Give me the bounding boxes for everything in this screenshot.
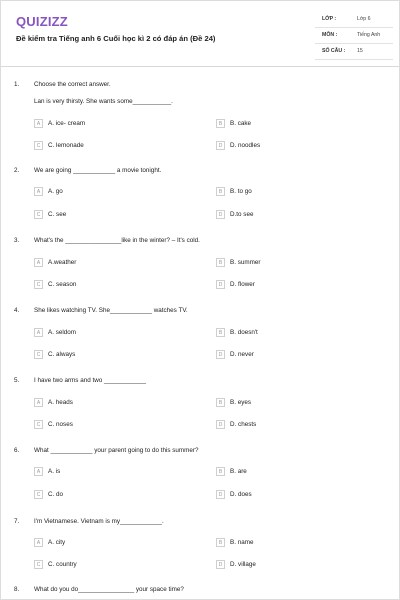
option-letter-box: D [216, 280, 225, 289]
option-letter-box: A [34, 538, 43, 547]
option-text: A.weather [48, 259, 77, 266]
question-text: What's the ________________like in the winter? – It's cold. [34, 237, 200, 244]
option-text: D. noodles [230, 142, 261, 149]
option-letter-box: C [34, 490, 43, 499]
meta-value: Tiếng Anh [357, 32, 381, 38]
option-letter-box: C [34, 210, 43, 219]
option-letter-box: D [216, 490, 225, 499]
option-c[interactable] [34, 349, 75, 360]
option-letter-box: A [34, 467, 43, 476]
option-letter-box: C [34, 350, 43, 359]
question-text: I'm Vietnamese. Vietnam is my____________. [34, 518, 164, 525]
option-letter-box: B [216, 538, 225, 547]
question-text: I have two arms and two ____________ [34, 377, 147, 384]
option-d[interactable] [216, 559, 256, 570]
option-a[interactable] [34, 186, 63, 197]
option-text: C. see [48, 211, 67, 218]
option-letter-box: B [216, 187, 225, 196]
option-b[interactable] [216, 118, 251, 129]
option-b[interactable] [216, 397, 251, 408]
option-text: B. are [230, 468, 247, 475]
option-text: B. cake [230, 120, 251, 127]
option-letter-box: C [34, 560, 43, 569]
option-d[interactable] [216, 489, 252, 500]
option-text: B. summer [230, 259, 261, 266]
question-text: Choose the correct answer. [34, 81, 111, 88]
option-letter-box: A [34, 258, 43, 267]
option-text: D. does [230, 491, 252, 498]
option-text: A. city [48, 539, 66, 546]
option-c[interactable] [34, 489, 63, 500]
question-number: 1. [14, 81, 20, 88]
option-text: A. seldom [48, 329, 76, 336]
option-c[interactable] [34, 209, 66, 220]
option-text: D. village [230, 561, 256, 568]
option-letter-box: A [34, 328, 43, 337]
header-divider [1, 66, 400, 67]
meta-value: Lớp 6 [357, 16, 371, 22]
option-a[interactable] [34, 397, 73, 408]
page-title: Đề kiểm tra Tiếng anh 6 Cuối học kì 2 có đáp án (Đề 24) [16, 34, 216, 43]
option-text: A. ice- cream [48, 120, 86, 127]
question-number: 5. [14, 377, 20, 384]
option-text: A. go [48, 188, 63, 195]
option-d[interactable] [216, 419, 256, 430]
question-text: We are going ____________ a movie tonight. [34, 167, 162, 174]
option-letter-box: D [216, 350, 225, 359]
option-letter-box: C [34, 420, 43, 429]
quizizz-logo: QUIZIZZ [16, 14, 68, 29]
option-c[interactable] [34, 140, 84, 151]
option-letter-box: B [216, 119, 225, 128]
option-text: A. is [48, 468, 61, 475]
option-a[interactable] [34, 118, 85, 129]
option-a[interactable] [34, 466, 60, 477]
option-b[interactable] [216, 257, 260, 268]
option-text: A. heads [48, 399, 73, 406]
meta-label: SỐ CÂU : [322, 48, 346, 54]
option-text: C. do [48, 491, 64, 498]
option-text: C. always [48, 351, 76, 358]
option-letter-box: B [216, 398, 225, 407]
option-text: B. doesn't [230, 329, 258, 336]
question-number: 2. [14, 167, 20, 174]
option-letter-box: D [216, 141, 225, 150]
option-a[interactable] [34, 327, 76, 338]
question-number: 3. [14, 237, 20, 244]
meta-label: MÔN : [322, 32, 338, 38]
question-text: What do you do________________ your space time? [34, 586, 184, 593]
option-letter-box: B [216, 467, 225, 476]
option-d[interactable] [216, 209, 253, 220]
option-letter-box: B [216, 328, 225, 337]
option-text: C. country [48, 561, 77, 568]
option-letter-box: D [216, 560, 225, 569]
option-letter-box: C [34, 141, 43, 150]
option-d[interactable] [216, 279, 255, 290]
option-letter-box: C [34, 280, 43, 289]
option-text: C. season [48, 281, 77, 288]
option-text: D. flower [230, 281, 255, 288]
meta-value: 15 [357, 48, 363, 54]
option-letter-box: A [34, 398, 43, 407]
option-letter-box: A [34, 119, 43, 128]
question-number: 8. [14, 586, 20, 593]
option-b[interactable] [216, 186, 252, 197]
option-text: C. lemonade [48, 142, 84, 149]
option-c[interactable] [34, 419, 73, 430]
option-b[interactable] [216, 537, 253, 548]
option-b[interactable] [216, 327, 258, 338]
question-number: 7. [14, 518, 20, 525]
option-d[interactable] [216, 140, 260, 151]
question-text: What ____________ your parent going to do this summer? [34, 447, 199, 454]
option-text: D.to see [230, 211, 254, 218]
option-letter-box: A [34, 187, 43, 196]
option-text: B. name [230, 539, 254, 546]
option-c[interactable] [34, 279, 76, 290]
meta-label: LỚP : [322, 16, 337, 22]
option-letter-box: B [216, 258, 225, 267]
question-number: 4. [14, 307, 20, 314]
option-text: D. chests [230, 421, 257, 428]
option-text: B. to go [230, 188, 252, 195]
option-letter-box: D [216, 210, 225, 219]
option-text: C. noses [48, 421, 73, 428]
question-text: Lan is very thirsty. She wants some___________. [34, 98, 173, 105]
option-letter-box: D [216, 420, 225, 429]
option-text: D. never [230, 351, 254, 358]
option-d[interactable] [216, 349, 254, 360]
option-a[interactable] [34, 257, 76, 268]
option-text: B. eyes [230, 399, 251, 406]
option-c[interactable] [34, 559, 77, 570]
question-number: 6. [14, 447, 20, 454]
question-text: She likes watching TV. She____________ watches TV. [34, 307, 188, 314]
option-a[interactable] [34, 537, 65, 548]
option-b[interactable] [216, 466, 247, 477]
